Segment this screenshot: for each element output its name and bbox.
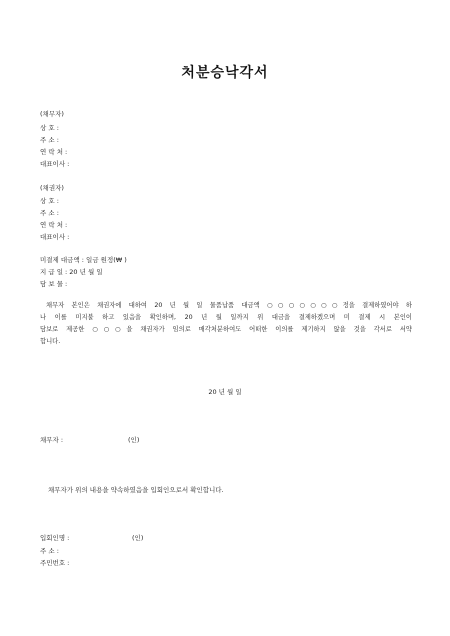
pledge-line-1: 채무자 본인은 채권자에 대하여 20 년 월 일 물품납품 대금액 ○○○○○○○정을 결제하였어야 하 [46, 302, 412, 309]
debtor-seal-mark: (인) [128, 436, 140, 444]
creditor-ceo-label: 대표이사 : [40, 233, 70, 241]
creditor-heading: (채권자) [40, 184, 64, 192]
creditor-company-label: 상 호 : [40, 197, 59, 205]
pledge-line-3: 담보로 제공한 ○○○을 채권자가 임의로 매각처분하여도 어떠한 이의를 제기하지 않을 것을 각서로 서약 [40, 326, 412, 333]
witness-statement: 채무자가 위의 내용을 약속하였음을 입회인으로서 확인합니다. [48, 486, 224, 494]
witness-seal-mark: (인) [132, 534, 144, 542]
debtor-sign-label: 채무자 : [40, 436, 64, 444]
pledge-paragraph [40, 300, 412, 348]
pledge-line-4: 합니다. [40, 338, 61, 345]
document-title: 처분승낙각서 [181, 65, 269, 81]
debtor-contact-label: 연 락 처 : [40, 148, 68, 156]
due-date-line: 지 급 일 : 20 년 월 일 [40, 268, 103, 276]
debtor-heading: (채무자) [40, 110, 64, 118]
collateral-line: 담 보 물 : [40, 280, 68, 288]
unpaid-amount-line: 미결제 대금액 : 일금 원정(₩ ) [40, 256, 127, 264]
pledge-line-2: 나 이를 미지불 하고 있음을 확인하며, 20 년 월 일까지 위 대금을 결제하겠으며 미 결제 시 본인이 [40, 314, 412, 321]
witness-name-label: 입회인명 : [40, 534, 70, 542]
witness-id-label: 주민번호 : [40, 559, 70, 567]
creditor-address-label: 주 소 : [40, 209, 59, 217]
debtor-ceo-label: 대표이사 : [40, 160, 70, 168]
creditor-contact-label: 연 락 처 : [40, 221, 68, 229]
witness-address-label: 주 소 : [40, 547, 59, 555]
debtor-company-label: 상 호 : [40, 124, 59, 132]
debtor-address-label: 주 소 : [40, 136, 59, 144]
signing-date: 20 년 월 일 [208, 388, 242, 396]
